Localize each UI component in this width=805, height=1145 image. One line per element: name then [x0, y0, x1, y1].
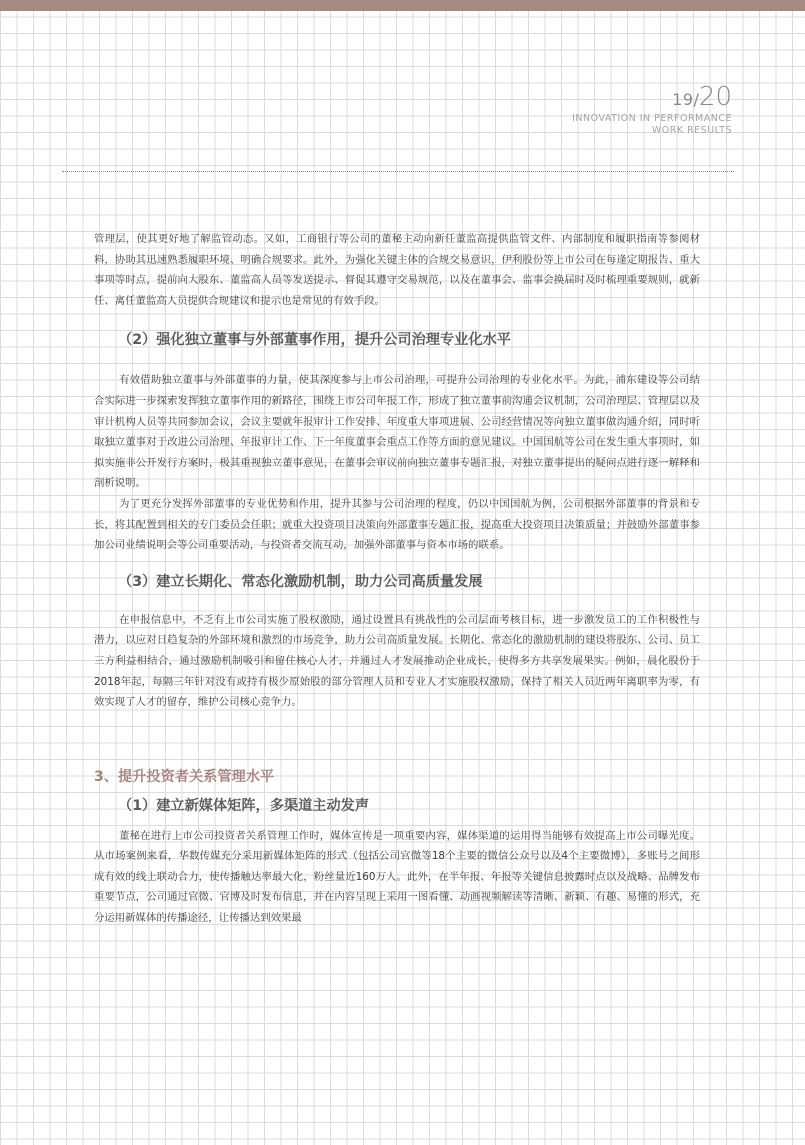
paragraph-independent-directors: 有效借助独立董事与外部董事的力量，使其深度参与上市公司治理，可提升公司治理的专业化水平。为此，浦东建设等公司结合实际进一步探索发挥独立董事作用的新路径，围绕上市公司年报工作，形成了独立董事前沟通会议机制，公司治理层、管理层以及审计机构人员等共同参加会议，会议主要就年报审计工作安排、年度重大事项进展、公司经营情况等向独立董事做沟通介绍，同时听取独立董事对于改进公司治理、年报审计工作、下一年度董事会重点工作等方面的意见建议。中国国航等公司在发生重大事项时，如拟实施非公开发行方案时，极其重视独立董事意见，在董事会审议前向独立董事专题汇报，对独立董事提出的疑问点进行逐一解释和剖析说明。: [94, 374, 700, 490]
subheading-incentive-mechanism: （3）建立长期化、常态化激励机制，助力公司高质量发展: [118, 573, 483, 590]
section-heading-investor-relations: 3、提升投资者关系管理水平: [94, 768, 275, 785]
tagline-line-2: WORK RESULTS: [651, 125, 732, 136]
header-tagline: [572, 113, 732, 137]
paragraph-new-media: 董秘在进行上市公司投资者关系管理工作时，媒体宣传是一项重要内容，媒体渠道的运用得当能够有效提高上市公司曝光度。从市场案例来看，华数传媒充分采用新媒体矩阵的形式（包括公司官微等18个主要的微信公众号以及4个主要微博），多账号之间形成有效的线上联动合力，使传播触达率最大化，粉丝量近160万人。此外，在半年报、年报等关键信息披露时点以及战略、品牌发布重要节点，公司通过官微、官博及时发布信息，并在内容呈现上采用一图看懂、动画视频解读等清晰、新颖、有趣、易懂的形式，充分运用新媒体的传播途径，让传播达到效果最: [94, 829, 700, 925]
top-accent-bar: [0, 0, 805, 11]
paragraph-external-directors: 为了更充分发挥外部董事的专业优势和作用，提升其参与公司治理的程度，仍以中国国航为例，公司根据外部董事的背景和专长，将其配置到相关的专门委员会任职；就重大投资项目决策向外部董事专题汇报，提高重大投资项目决策质量；并鼓励外部董事参加公司业绩说明会等公司重要活动，与投资者交流互动，加强外部董事与资本市场的联系。: [94, 497, 700, 552]
article-body: [94, 229, 700, 929]
page-number: [672, 82, 732, 112]
tagline-line-1: INNOVATION IN PERFORMANCE: [572, 113, 732, 124]
intro-paragraph: 管理层，使其更好地了解监管动态。又如，工商银行等公司的董秘主动向新任董监高提供监管文件、内部制度和履职指南等参阅材料，协助其迅速熟悉履职环境、明确合规要求。此外，为强化关键主体的合规交易意识，伊利股份等上市公司在每逢定期报告、重大事项等时点，提前向大股东、董监高人员等发送提示、督促其遵守交易规范，以及在董事会、监事会换届时及时梳理重要规则，就新任、离任董监高人员提供合规建议和提示也是常见的有效手段。: [94, 233, 700, 307]
header-divider: [62, 171, 734, 172]
subheading-new-media: （1）建立新媒体矩阵，多渠道主动发声: [118, 797, 370, 814]
paragraph-incentive-mechanism: 在申报信息中，不乏有上市公司实施了股权激励，通过设置具有挑战性的公司层面考核目标，进一步激发员工的工作积极性与潜力，以应对日趋复杂的外部环境和激烈的市场竞争，助力公司高质量发展。长期化、常态化的激励机制的建设将股东、公司、员工三方利益相结合，通过激励机制吸引和留住核心人才，并通过人才发展推动企业成长，使得多方共享发展果实。例如，晨化股份于2018年起，每隔三年针对没有或持有极少原始股的部分管理人员和专业人才实施股权激励，保持了相关人员近两年离职率为零，有效实现了人才的留存，维护公司核心竞争力。: [94, 613, 700, 709]
total-pages: 20: [698, 82, 732, 112]
page-separator: /: [693, 90, 699, 109]
subheading-independent-directors: （2）强化独立董事与外部董事作用，提升公司治理专业化水平: [118, 332, 511, 349]
current-page: 19: [672, 90, 694, 109]
